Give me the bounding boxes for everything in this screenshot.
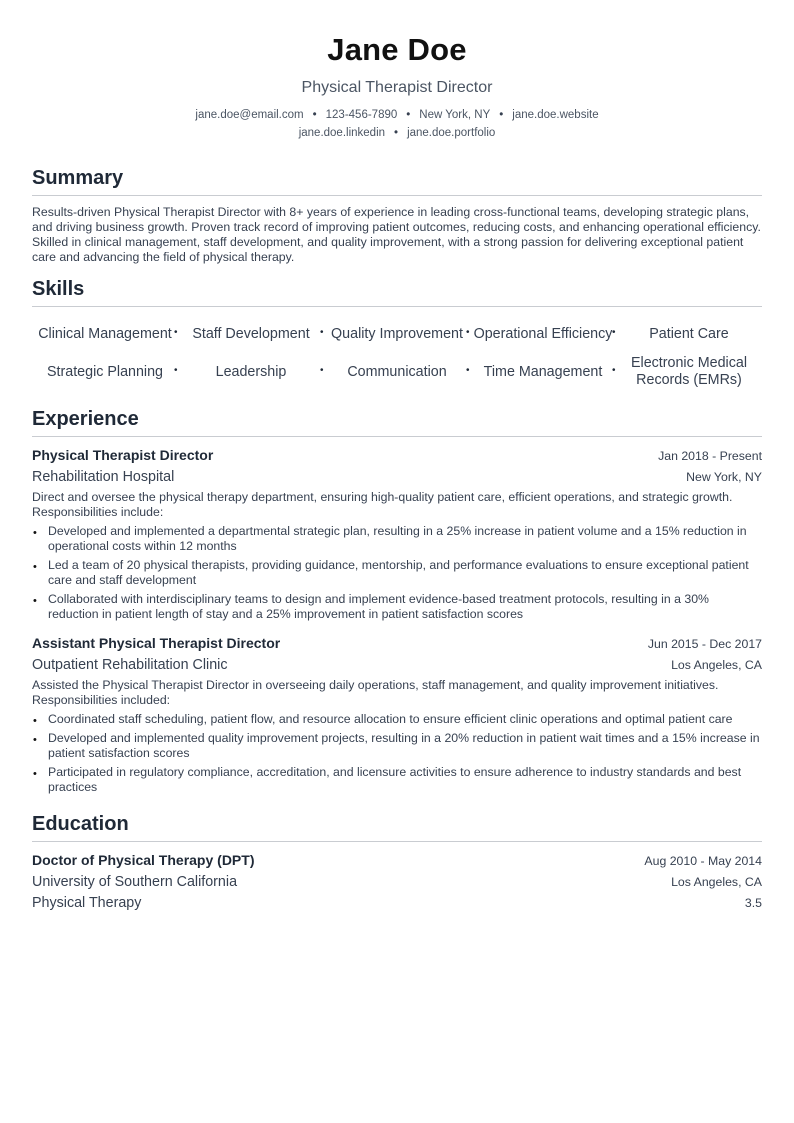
bullet-glyph: • xyxy=(33,595,37,607)
education-heading: Education xyxy=(32,813,129,835)
bullet-text: Developed and implemented a departmental strategic plan, resulting in a 25% increase in patient volume and a 15% reduction in operational costs within 12 months xyxy=(48,524,747,553)
skills-grid xyxy=(32,315,762,391)
contact-location: New York, NY xyxy=(419,109,491,121)
skill-item: Leadership xyxy=(215,363,287,380)
bullet-glyph: • xyxy=(33,527,37,539)
skill-item: Strategic Planning xyxy=(46,363,164,380)
job-description: Direct and oversee the physical therapy department, ensuring high-quality patient care, efficient operations, and strategic growth. Responsibilities include: xyxy=(32,490,733,519)
degree-title: Doctor of Physical Therapy (DPT) xyxy=(32,852,255,868)
bullet-text: Coordinated staff scheduling, patient flow, and resource allocation to ensure efficient clinic operations and optimal patient care xyxy=(48,712,733,726)
entry-subheader xyxy=(32,655,762,676)
skill-item: Communication xyxy=(347,363,447,380)
bullet-text: Led a team of 20 physical therapists, providing guidance, mentorship, and performance evaluations to ensure exceptional patient care and staff development xyxy=(48,558,749,587)
entry-header xyxy=(32,445,762,467)
list-item xyxy=(32,765,762,795)
bullet-text: Developed and implemented quality improvement projects, resulting in a 20% reduction in patient wait times and a 15% increase in patient satisfaction scores xyxy=(48,731,760,760)
skills-row xyxy=(32,353,762,391)
gpa-value: 3.5 xyxy=(744,896,762,910)
school-name: University of Southern California xyxy=(32,874,238,890)
contact-email[interactable]: jane.doe@email.com xyxy=(195,109,304,121)
skill-item: Staff Development xyxy=(192,325,310,342)
bullet-text: Collaborated with interdisciplinary teams to design and implement evidence-based treatment protocols, resulting in a 30% reduction in patient length of stay and a 25% improvement in patient satisfaction scores xyxy=(48,592,709,621)
skill-item: Quality Improvement xyxy=(331,325,463,342)
contact-linkedin[interactable]: jane.doe.linkedin xyxy=(298,127,386,139)
bullet-glyph: • xyxy=(33,768,37,780)
job-bullets xyxy=(32,524,762,622)
skill-item: Clinical Management xyxy=(38,325,172,342)
bullet-glyph: • xyxy=(320,365,324,376)
bullet-glyph: • xyxy=(466,327,470,338)
list-item xyxy=(32,558,762,588)
skill-item: Patient Care xyxy=(649,325,729,342)
contact-portfolio[interactable]: jane.doe.portfolio xyxy=(407,127,496,139)
entry-header xyxy=(32,850,762,872)
skills-heading: Skills xyxy=(32,278,85,300)
summary-text: Results-driven Physical Therapist Director with 8+ years of experience in leading cross-functional teams, developing strategic plans, and driving business growth. Proven track record of improving patient outcomes, reducing costs, and enhancing operational efficiency. Skilled in clinical management, staff development, and quality improvement, with a strong passion for delivering exceptional patient care and advancing the field of physical therapy. xyxy=(32,205,761,264)
bullet-glyph: • xyxy=(174,327,178,338)
contact-separator: • xyxy=(312,109,317,121)
job-organization: Outpatient Rehabilitation Clinic xyxy=(32,657,228,673)
entry-detail xyxy=(32,893,762,914)
job-title: Physical Therapist Director xyxy=(32,447,214,463)
bullet-text: Participated in regulatory compliance, accreditation, and licensure activities to ensure adherence to industry standards and best practices xyxy=(48,765,742,794)
resume-page xyxy=(32,0,762,914)
contact-separator: • xyxy=(499,109,504,121)
job-location: New York, NY xyxy=(686,470,762,484)
contact-website[interactable]: jane.doe.website xyxy=(512,109,599,121)
bullet-glyph: • xyxy=(174,365,178,376)
contact-separator: • xyxy=(394,127,399,139)
bullet-glyph: • xyxy=(466,365,470,376)
education-dates: Aug 2010 - May 2014 xyxy=(644,854,762,868)
skill-item: Operational Efficiency xyxy=(473,325,613,342)
section-divider xyxy=(32,841,762,842)
skill-item: Time Management xyxy=(483,363,603,380)
list-item xyxy=(32,712,762,727)
list-item xyxy=(32,524,762,554)
job-bullets xyxy=(32,712,762,795)
contact-phone[interactable]: 123-456-7890 xyxy=(325,109,398,121)
candidate-title: Physical Therapist Director xyxy=(301,79,493,96)
bullet-glyph: • xyxy=(320,327,324,338)
experience-heading: Experience xyxy=(32,408,139,430)
bullet-glyph: • xyxy=(612,327,616,338)
job-dates: Jun 2015 - Dec 2017 xyxy=(647,637,762,651)
skills-row xyxy=(32,315,762,353)
list-item xyxy=(32,731,762,761)
bullet-glyph: • xyxy=(33,734,37,746)
section-divider xyxy=(32,436,762,437)
job-organization: Rehabilitation Hospital xyxy=(32,469,175,485)
job-dates: Jan 2018 - Present xyxy=(658,449,762,463)
contact-row xyxy=(32,106,762,124)
bullet-glyph: • xyxy=(612,365,616,376)
bullet-glyph: • xyxy=(33,561,37,573)
contact-separator: • xyxy=(406,109,411,121)
entry-header xyxy=(32,633,762,655)
bullet-glyph: • xyxy=(33,715,37,727)
list-item xyxy=(32,592,762,622)
candidate-name: Jane Doe xyxy=(327,32,467,67)
entry-subheader xyxy=(32,467,762,488)
job-description: Assisted the Physical Therapist Director in overseeing daily operations, staff management, and quality improvement initiatives. Responsibilities included: xyxy=(32,678,719,707)
experience-entry xyxy=(32,633,762,795)
summary-heading: Summary xyxy=(32,167,124,189)
education-entry xyxy=(32,850,762,914)
experience-entry xyxy=(32,445,762,622)
job-title: Assistant Physical Therapist Director xyxy=(32,635,281,651)
resume-header xyxy=(32,31,762,142)
contact-row xyxy=(32,124,762,142)
job-location: Los Angeles, CA xyxy=(671,658,762,672)
skill-item: Electronic Medical Records (EMRs) xyxy=(630,355,747,388)
entry-subheader xyxy=(32,872,762,893)
section-divider xyxy=(32,306,762,307)
section-divider xyxy=(32,195,762,196)
school-location: Los Angeles, CA xyxy=(671,875,762,889)
field-of-study: Physical Therapy xyxy=(32,895,142,911)
